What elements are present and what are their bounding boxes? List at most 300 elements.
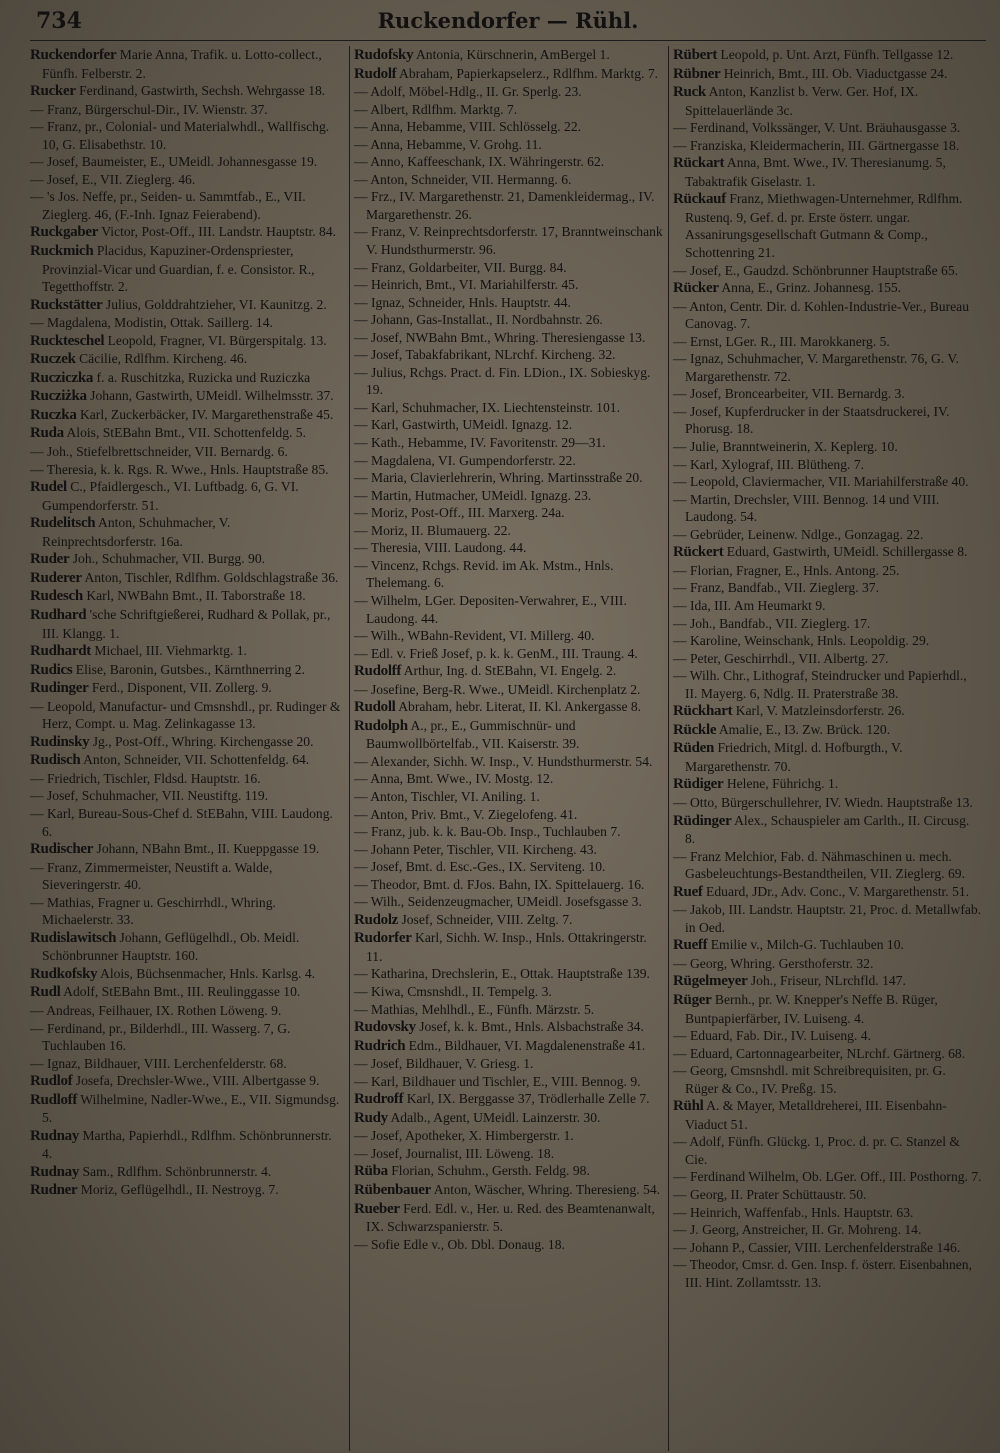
entry-details: Emilie v., Milch-G. Tuchlauben 10. (710, 937, 904, 953)
directory-entry (354, 504, 663, 522)
entry-details: A. & Mayer, Metalldreherei, III. Eisenbahn-Viaduct 51. (685, 1098, 947, 1132)
entry-details: C., Pfaidlergesch., VI. Luftbadg. 6, G. VI. Gumpendorferstr. 51. (42, 479, 299, 513)
entry-details: — Vincenz, Rchgs. Revid. im Ak. Mstm., Hnls. Thelemang. 6. (354, 557, 614, 591)
entry-details: — Josef, Schuhmacher, VII. Neustiftg. 119. (30, 788, 269, 804)
directory-entry (30, 369, 344, 388)
directory-entry (30, 550, 344, 569)
entry-details: — Anna, Bmt. Wwe., IV. Mostg. 12. (354, 771, 554, 787)
directory-entry (354, 806, 663, 824)
entry-details: Anton, Wäscher, Whring. Theresieng. 54. (433, 1182, 661, 1197)
entry-surname: Rübenbauer (354, 1182, 432, 1198)
entry-details: — Johann Peter, Tischler, VII. Kircheng. 43. (354, 841, 597, 857)
directory-entry (673, 190, 982, 261)
entry-details: — Edl. v. Frieß Josef, p. k. k. GenM., III. Traung. 4. (354, 645, 638, 661)
entry-details: — Josef, Baumeister, E., UMeidl. Johannesgasse 19. (30, 154, 318, 170)
entry-details: — Franz, Bürgerschul-Dir., IV. Wienstr. 37. (30, 101, 268, 117)
directory-entry (673, 739, 982, 775)
directory-entry (30, 859, 344, 894)
directory-entry (354, 223, 663, 258)
directory-entry (354, 188, 663, 223)
directory-entry (673, 65, 982, 84)
entry-details: — Friedrich, Tischler, Fldsd. Hauptstr. 16. (30, 770, 261, 786)
directory-entry (673, 46, 982, 65)
entry-details: — Maria, Clavierlehrerin, Whring. Martinsstraße 20. (354, 470, 643, 486)
entry-details: — Kiwa, Cmsnshdl., II. Tempelg. 3. (354, 983, 552, 999)
entry-surname: Rückart (673, 155, 725, 172)
entry-details: — Franziska, Kleidermacherin, III. Gärtnergasse 18. (673, 137, 960, 153)
directory-entry (354, 364, 663, 399)
directory-entry (354, 83, 663, 101)
entry-details: — J. Georg, Anstreicher, II. Gr. Mohreng. 14. (673, 1222, 922, 1238)
directory-entry (30, 82, 344, 101)
directory-entry (354, 627, 663, 645)
column-left (30, 46, 349, 1451)
entry-details: — Magdalena, VI. Gumpendorferstr. 22. (354, 452, 576, 468)
directory-entry (673, 955, 982, 973)
entry-details: — Franz Melchior, Fab. d. Nähmaschinen u. mech. Gasbeleuchtungs-Bestandtheilen, VII. Zieglerg. 69. (673, 848, 965, 882)
entry-details: Abraham, hebr. Literat, II. Kl. Ankergasse 8. (398, 699, 642, 715)
directory-entry (30, 514, 344, 550)
entry-surname: Ruck (673, 84, 706, 101)
entry-details: — Theodor, Cmsr. d. Gen. Insp. f. österr. Eisenbahnen, III. Hint. Zollamtsstr. 13. (673, 1257, 972, 1290)
entry-details: — Wilh. Chr., Lithograf, Steindrucker und Papierhdl., II. Mayerg. 6, Ndlg. II. Praterstraße 38. (673, 668, 967, 701)
directory-entry (673, 298, 982, 333)
entry-details: — Johann, Gas-Installat., II. Nordbahnstr. 26. (354, 312, 603, 328)
entry-details: Jg., Post-Off., Whring. Kirchengasse 20. (92, 733, 314, 749)
directory-entry (30, 679, 344, 698)
directory-entry (354, 276, 663, 294)
directory-entry (673, 1256, 982, 1291)
entry-details: — Anton, Tischler, VI. Aniling. 1. (354, 788, 540, 804)
directory-entry (30, 661, 344, 680)
directory-entry (673, 1097, 982, 1133)
entry-details: — Heinrich, Bmt., VI. Mariahilferstr. 45. (354, 277, 579, 293)
directory-entry (354, 136, 663, 154)
directory-entry (673, 333, 982, 351)
entry-details: Wilhelmine, Nadler-Wwe., E., VII. Sigmundsg. 5. (42, 1091, 340, 1126)
directory-entry (30, 770, 344, 788)
directory-entry (673, 702, 982, 721)
directory-entry (354, 434, 663, 452)
entry-details: Johann, NBahn Bmt., II. Kueppgasse 19. (96, 841, 320, 857)
running-head: Ruckendorfer — Rühl. (377, 8, 639, 33)
entry-details: Ferd., Disponent, VII. Zollerg. 9. (91, 680, 272, 696)
directory-entry (354, 153, 663, 171)
column-right (668, 46, 987, 1451)
entry-details: Franz, Miethwagen-Unternehmer, Rdlfhm. Rustenq. 9, Gef. d. pr. Erste österr. ungar. Assanirungsgesellschaft Gutmann & Comp., Schottenring 21. (685, 191, 963, 261)
entry-details: — Eduard, Cartonnagearbeiter, NLrchf. Gärtnerg. 68. (673, 1045, 966, 1061)
directory-entry (30, 751, 344, 770)
directory-entry (30, 118, 344, 153)
entry-details: Victor, Post-Off., III. Landstr. Hauptstr. 84. (101, 224, 337, 240)
entry-surname: Rudinger (30, 680, 89, 697)
directory-entry (354, 469, 663, 487)
entry-details: — Franz, Goldarbeiter, VII. Burgg. 84. (354, 259, 567, 275)
entry-details: Karl, Zuckerbäcker, IV. Margarethenstraße 45. (79, 406, 334, 422)
directory-entry (673, 1168, 982, 1186)
entry-details: — Alexander, Sichh. W. Insp., V. Hundsthurmerstr. 54. (354, 753, 653, 769)
entry-details: Karl, V. Matzleinsdorferstr. 26. (735, 703, 905, 719)
columns (30, 46, 988, 1451)
entry-surname: Ruczek (30, 351, 76, 368)
entry-details: — Franz, pr., Colonial- und Materialwhdl., Wallfischg. 10, G. Elisabethstr. 10. (30, 119, 330, 152)
directory-entry (354, 929, 663, 965)
entry-details: — Karl, Bildhauer und Tischler, E., VIII. Bennog. 9. (354, 1073, 641, 1089)
entry-details: Bernh., pr. W. Knepper's Neffe B. Rüger, Buntpapierfärber, IV. Luiseng. 4. (685, 991, 938, 1026)
directory-entry (30, 787, 344, 805)
entry-surname: Rückauf (673, 191, 726, 208)
directory-entry (30, 478, 344, 514)
entry-details: — Karl, Bureau-Sous-Chef d. StEBahn, VIII. Laudong. 6. (30, 805, 333, 839)
entry-details: Alois, Büchsenmacher, Hnls. Karlsg. 4. (100, 965, 316, 981)
entry-details: Ferd. Edl. v., Her. u. Red. des Beamtenanwalt, IX. Schwarzspanierstr. 5. (366, 1200, 655, 1235)
entry-details: — Anna, Hebamme, VIII. Schlösselg. 22. (354, 119, 582, 135)
entry-surname: Ruda (30, 425, 64, 442)
entry-details: Anton, Schuhmacher, V. Reinprechtsdorferstr. 16a. (42, 515, 231, 549)
entry-details: Karl, IX. Berggasse 37, Trödlerhalle Zelle 7. (406, 1091, 650, 1107)
entry-details: — Karl, Gastwirth, UMeidl. Ignazg. 12. (354, 417, 573, 433)
directory-entry (673, 154, 982, 190)
entry-details: Cäcilie, Rdlfhm. Kircheng. 46. (79, 351, 248, 367)
entry-details: Moriz, Geflügelhdl., II. Nestroyg. 7. (80, 1182, 279, 1198)
entry-surname: Rudics (30, 661, 73, 678)
entry-details: Leopold, p. Unt. Arzt, Fünfh. Tellgasse 12. (720, 47, 954, 62)
entry-details: — Ignaz, Schuhmacher, V. Margarethenstr. 76, G. V. Margarethenstr. 72. (673, 351, 959, 384)
entry-details: — Georg, Cmsnshdl. mit Schreibrequisiten, pr. G. Rüger & Co., IV. Preßg. 15. (673, 1063, 946, 1096)
entry-surname: Ruef (673, 883, 703, 900)
directory-entry (354, 557, 663, 592)
entry-details: — Otto, Bürgerschullehrer, IV. Wiedn. Hauptstraße 13. (673, 794, 973, 810)
directory-entry (354, 965, 663, 983)
directory-entry (354, 788, 663, 806)
entry-details: — Florian, Fragner, E., Hnls. Antong. 25. (673, 562, 900, 578)
entry-details: Josef, Schneider, VIII. Zeltg. 7. (401, 911, 573, 927)
entry-details: — Karoline, Weinschank, Hnls. Leopoldig. 29. (673, 633, 930, 649)
entry-surname: Rudoll (354, 699, 396, 716)
page-header (30, 6, 986, 41)
entry-surname: Ruczka (30, 406, 77, 423)
directory-entry (673, 526, 982, 544)
entry-surname: Rudnay (30, 1163, 80, 1180)
entry-details: Placidus, Kapuziner-Ordenspriester, Provinzial-Vicar und Guardian, f. e. Consistor. R., Tegetthoffstr. 2. (42, 243, 315, 295)
entry-surname: Rüden (673, 740, 715, 757)
entry-surname: Rudelitsch (30, 515, 96, 532)
directory-entry (673, 1221, 982, 1239)
directory-entry (354, 662, 663, 681)
directory-entry (673, 1027, 982, 1045)
directory-entry (673, 543, 982, 562)
entry-surname: Rudolz (354, 911, 399, 928)
entry-details: — Ida, III. Am Heumarkt 9. (673, 597, 826, 613)
directory-entry (673, 667, 982, 702)
entry-details: — Ferdinand Wilhelm, Ob. LGer. Off., III. Posthorng. 7. (673, 1169, 982, 1185)
entry-surname: Rudislawitsch (30, 929, 117, 946)
entry-details: Antonia, Kürschnerin, AmBergel 1. (415, 47, 610, 62)
entry-details: — 's Jos. Neffe, pr., Seiden- u. Sammtfab., E., VII. Zieglerg. 46, (F.-Inh. Ignaz Feierabend). (30, 189, 306, 222)
entry-details: Edm., Bildhauer, VI. Magdalenenstraße 41. (408, 1037, 646, 1053)
entry-details: Johann, Gastwirth, UMeidl. Wilhelmsstr. 37. (90, 388, 334, 404)
entry-surname: Rückert (673, 544, 724, 561)
entry-details: Florian, Schuhm., Gersth. Feldg. 98. (391, 1163, 590, 1179)
entry-details: Arthur, Ing. d. StEBahn, VI. Engelg. 2. (403, 663, 617, 679)
directory-entry (673, 1186, 982, 1204)
entry-details: — Anna, Hebamme, V. Grohg. 11. (354, 136, 542, 152)
directory-entry (354, 681, 663, 699)
directory-entry (30, 1127, 344, 1163)
entry-details: — Johann P., Cassier, VIII. Lerchenfelderstraße 146. (673, 1239, 961, 1255)
directory-entry (354, 46, 663, 65)
directory-entry (673, 1062, 982, 1097)
entry-surname: Rudofsky (354, 47, 414, 63)
directory-entry (673, 562, 982, 580)
entry-details: — Leopold, Claviermacher, VII. Mariahilferstraße 40. (673, 474, 969, 490)
entry-details: — Kath., Hebamme, IV. Favoritenstr. 29—31. (354, 435, 606, 451)
entry-surname: Rühl (673, 1098, 704, 1115)
directory-entry (354, 841, 663, 859)
entry-surname: Rudrich (354, 1037, 406, 1054)
entry-surname: Ruckteschel (30, 332, 105, 349)
directory-entry (30, 153, 344, 171)
directory-entry (354, 770, 663, 788)
directory-entry (354, 522, 663, 540)
directory-entry (30, 332, 344, 351)
directory-entry (354, 1090, 663, 1109)
directory-entry (673, 972, 982, 991)
directory-entry (30, 1072, 344, 1091)
entry-details: Anna, Bmt. Wwe., IV. Theresianumg. 5, Tabaktrafik Giselastr. 1. (685, 155, 946, 189)
directory-entry (30, 805, 344, 840)
directory-entry (354, 592, 663, 627)
entry-details: — Anno, Kaffeeschank, IX. Währingerstr. 62. (354, 154, 605, 170)
directory-entry (673, 491, 982, 526)
directory-entry (673, 119, 982, 137)
directory-entry (354, 1236, 663, 1254)
directory-entry (30, 101, 344, 119)
entry-details: — Ignaz, Bildhauer, VIII. Lerchenfelderstr. 68. (30, 1055, 287, 1071)
directory-entry (30, 983, 344, 1002)
entry-surname: Rudkofsky (30, 965, 98, 982)
entry-details: Josef, k. k. Bmt., Hnls. Alsbachstraße 34. (419, 1019, 644, 1035)
directory-entry (30, 314, 344, 332)
directory-entry (673, 597, 982, 615)
entry-details: Karl, Sichh. W. Insp., Hnls. Ottakringerstr. 11. (366, 930, 647, 964)
entry-details: Heinrich, Bmt., III. Ob. Viaductgasse 24. (723, 65, 948, 81)
entry-details: — Josef, NWBahn Bmt., Whring. Theresiengasse 13. (354, 329, 646, 345)
entry-details: Karl, NWBahn Bmt., II. Taborstraße 18. (86, 588, 306, 604)
entry-details: — Frz., IV. Margarethenstr. 21, Damenkleidermag., IV. Margarethenstr. 26. (354, 189, 655, 222)
entry-surname: Rüger (673, 991, 712, 1008)
directory-entry (30, 1091, 344, 1127)
directory-entry (354, 1109, 663, 1128)
entry-details: — Ferdinand, Volkssänger, V. Unt. Bräuhausgasse 3. (673, 120, 961, 136)
entry-details: — Josef, Broncearbeiter, VII. Bernardg. 3. (673, 386, 905, 402)
directory-entry (354, 65, 663, 84)
entry-details: Eduard, JDr., Adv. Conc., V. Margarethenstr. 51. (706, 883, 970, 899)
entry-surname: Rübner (673, 65, 721, 82)
entry-details: Adalb., Agent, UMeidl. Lainzerstr. 30. (390, 1109, 601, 1125)
entry-details: Anton, Tischler, Rdlfhm. Goldschlagstraße 36. (84, 569, 339, 585)
directory-entry (30, 223, 344, 242)
entry-details: Leopold, Fragner, VI. Bürgerspitalg. 13. (107, 332, 327, 348)
page-number: 734 (36, 8, 82, 34)
entry-details: Michael, III. Viehmarktg. 1. (94, 643, 247, 659)
directory-entry (30, 1163, 344, 1182)
entry-surname: Rüdinger (673, 812, 732, 829)
entry-surname: Rudovsky (354, 1019, 416, 1036)
entry-surname: Rudorfer (354, 930, 412, 947)
entry-details: Amalie, E., I3. Zw. Brück. 120. (718, 721, 891, 737)
directory-entry (673, 579, 982, 597)
directory-entry (673, 137, 982, 155)
directory-entry (673, 350, 982, 385)
directory-entry (354, 1018, 663, 1037)
directory-entry (673, 848, 982, 883)
entry-surname: Rübert (673, 47, 718, 63)
directory-entry (673, 473, 982, 491)
entry-details: Anton, Schneider, VII. Schottenfeldg. 64. (83, 752, 310, 768)
entry-details: — Josefine, Berg-R. Wwe., UMeidl. Kirchenplatz 2. (354, 681, 641, 697)
directory-entry (354, 346, 663, 364)
entry-details: — Gebrüder, Leinenw. Ndlge., Gonzagag. 22. (673, 526, 924, 542)
directory-entry (354, 452, 663, 470)
entry-details: — Ernst, LGer. R., III. Marokkanerg. 5. (673, 333, 890, 349)
directory-entry (673, 812, 982, 848)
directory-entry (354, 101, 663, 119)
entry-details: Eduard, Gastwirth, UMeidl. Schillergasse 8. (726, 544, 968, 560)
entry-details: — Theodor, Bmt. d. FJos. Bahn, IX. Spittelauerg. 16. (354, 876, 645, 892)
directory-entry (30, 840, 344, 859)
entry-details: Joh., Schuhmacher, VII. Burgg. 90. (72, 551, 266, 567)
directory-entry (30, 894, 344, 929)
entry-details: — Karl, Schuhmacher, IX. Liechtensteinstr. 101. (354, 399, 620, 415)
entry-details: — Karl, Xylograf, III. Blütheng. 7. (673, 456, 865, 472)
entry-details: Anton, Kanzlist b. Verw. Ger. Hof, IX. Spittelauerlände 3c. (685, 84, 919, 118)
directory-entry (673, 721, 982, 740)
entry-details: Elise, Baronin, Gutsbes., Kärnthnerring 2. (75, 661, 305, 677)
entry-surname: Ruckendorfer (30, 47, 117, 63)
entry-details: Sam., Rdlfhm. Schönbrunnerstr. 4. (82, 1163, 272, 1179)
directory-entry (354, 259, 663, 277)
directory-entry (673, 403, 982, 438)
entry-details: — Adolf, Fünfh. Glückg. 1, Proc. d. pr. C. Stanzel & Cie. (673, 1134, 960, 1167)
directory-entry (354, 311, 663, 329)
entry-details: — Mathias, Fragner u. Geschirrhdl., Whring. Michaelerstr. 33. (30, 894, 276, 928)
entry-surname: Rudnay (30, 1127, 80, 1144)
entry-details: — Theresia, VIII. Laudong. 44. (354, 540, 527, 556)
directory-entry (30, 242, 344, 296)
directory-entry (354, 893, 663, 911)
directory-entry (673, 936, 982, 955)
entry-details: 'sche Schriftgießerei, Rudhard & Pollak, pr., III. Klangg. 1. (42, 606, 331, 641)
entry-details: — Moriz, Post-Off., III. Marxerg. 24a. (354, 505, 565, 521)
entry-details: — Georg, II. Prater Schüttaustr. 50. (673, 1187, 867, 1202)
directory-entry (30, 929, 344, 965)
entry-details: — Josef, Bmt. d. Esc.-Ges., IX. Serviteng. 10. (354, 859, 606, 875)
entry-surname: Rückhart (673, 703, 733, 720)
entry-surname: Rudlof (30, 1073, 73, 1090)
entry-surname: Ruderer (30, 569, 82, 586)
entry-details: — Jakob, III. Landstr. Hauptstr. 21, Proc. d. Metallwfab. in Oed. (673, 902, 982, 935)
entry-surname: Rückle (673, 721, 717, 738)
directory-entry (673, 456, 982, 474)
entry-details: Anna, E., Grinz. Johannesg. 155. (721, 280, 902, 296)
entry-details: Joh., Friseur, NLrchfld. 147. (750, 973, 906, 989)
directory-entry (354, 399, 663, 417)
entry-details: — Wilh., WBahn-Revident, VI. Millerg. 40. (354, 628, 595, 644)
entry-details: — Wilhelm, LGer. Depositen-Verwahrer, E., VIII. Laudong. 44. (354, 592, 627, 626)
directory-entry (30, 387, 344, 406)
entry-details: — Eduard, Fab. Dir., IV. Luiseng. 4. (673, 1028, 871, 1044)
directory-entry (30, 171, 344, 189)
entry-details: — Josef, Bildhauer, V. Griesg. 1. (354, 1056, 534, 1072)
directory-entry (354, 823, 663, 841)
directory-entry (30, 188, 344, 223)
entry-surname: Rudesch (30, 588, 83, 605)
entry-details: — Josef, E., Gaudzd. Schönbrunner Hauptstraße 65. (673, 262, 959, 278)
entry-surname: Rudisch (30, 752, 81, 769)
directory-entry (30, 606, 344, 642)
entry-details: Ferdinand, Gastwirth, Sechsh. Wehrgasse 18. (79, 83, 326, 99)
directory-entry (673, 262, 982, 280)
entry-surname: Ruckmich (30, 243, 94, 260)
entry-details: — Josef, Tabakfabrikant, NLrchf. Kircheng. 32. (354, 347, 616, 363)
entry-details: — Peter, Geschirrhdl., VII. Albertg. 27. (673, 650, 889, 666)
entry-details: — Anton, Centr. Dir. d. Kohlen-Industrie-Ver., Bureau Canovag. 7. (673, 298, 969, 332)
directory-entry (30, 46, 344, 82)
directory-entry (30, 424, 344, 443)
directory-entry (354, 1162, 663, 1181)
directory-entry (354, 1001, 663, 1019)
entry-surname: Ruckstätter (30, 296, 103, 313)
directory-entry (673, 1133, 982, 1168)
entry-details: A., pr., E., Gummischnür- und Baumwollbörtelfab., VII. Kaiserstr. 39. (366, 717, 580, 752)
entry-surname: Rudhard (30, 606, 87, 623)
directory-entry (673, 650, 982, 668)
directory-entry (354, 1037, 663, 1056)
entry-surname: Rüba (354, 1163, 388, 1180)
entry-details: Friedrich, Mitgl. d. Hofburgth., V. Margarethenstr. 70. (685, 740, 903, 774)
entry-details: — Leopold, Manufactur- und Cmsnshdl., pr. Rudinger & Herz, Compt. u. Mag. Zelinkagasse 13. (30, 698, 341, 732)
directory-entry (354, 983, 663, 1001)
entry-details: Johann, Geflügelhdl., Ob. Meidl. Schönbrunner Hauptstr. 160. (42, 929, 300, 964)
entry-surname: Rueber (354, 1200, 400, 1217)
directory-entry (30, 587, 344, 606)
entry-details: — Heinrich, Waffenfab., Hnls. Hauptstr. 63. (673, 1204, 914, 1220)
entry-details: — Josef, Journalist, III. Löweng. 18. (354, 1145, 555, 1161)
entry-details: Abraham, Papierkapselerz., Rdlfhm. Marktg. 7. (399, 65, 659, 81)
directory-entry (30, 1020, 344, 1055)
entry-surname: Rudloff (30, 1091, 78, 1108)
entry-surname: Rucker (30, 83, 76, 100)
entry-details: Julius, Golddrahtzieher, VI. Kaunitzg. 2. (105, 296, 327, 312)
directory-entry (30, 443, 344, 461)
directory-entry (673, 883, 982, 902)
column-middle (349, 46, 668, 1451)
entry-surname: Rucziczka (30, 369, 94, 386)
entry-surname: Rudolff (354, 663, 402, 680)
entry-details: — Anton, Schneider, VII. Hermanng. 6. (354, 171, 572, 187)
directory-entry (354, 645, 663, 663)
entry-details: — Sofie Edle v., Ob. Dbl. Donaug. 18. (354, 1236, 565, 1252)
entry-details: — Josef, Kupferdrucker in der Staatsdruckerei, IV. Phorusg. 18. (673, 403, 950, 437)
entry-details: — Katharina, Drechslerin, E., Ottak. Hauptstraße 139. (354, 966, 650, 982)
entry-details: — Adolf, Möbel-Hdlg., II. Gr. Sperlg. 23. (354, 84, 582, 100)
directory-entry (673, 1045, 982, 1063)
entry-surname: Rudolph (354, 717, 408, 734)
directory-entry (673, 438, 982, 456)
entry-details: Adolf, StEBahn Bmt., III. Reulinggasse 10. (63, 984, 301, 1000)
directory-entry (673, 794, 982, 812)
